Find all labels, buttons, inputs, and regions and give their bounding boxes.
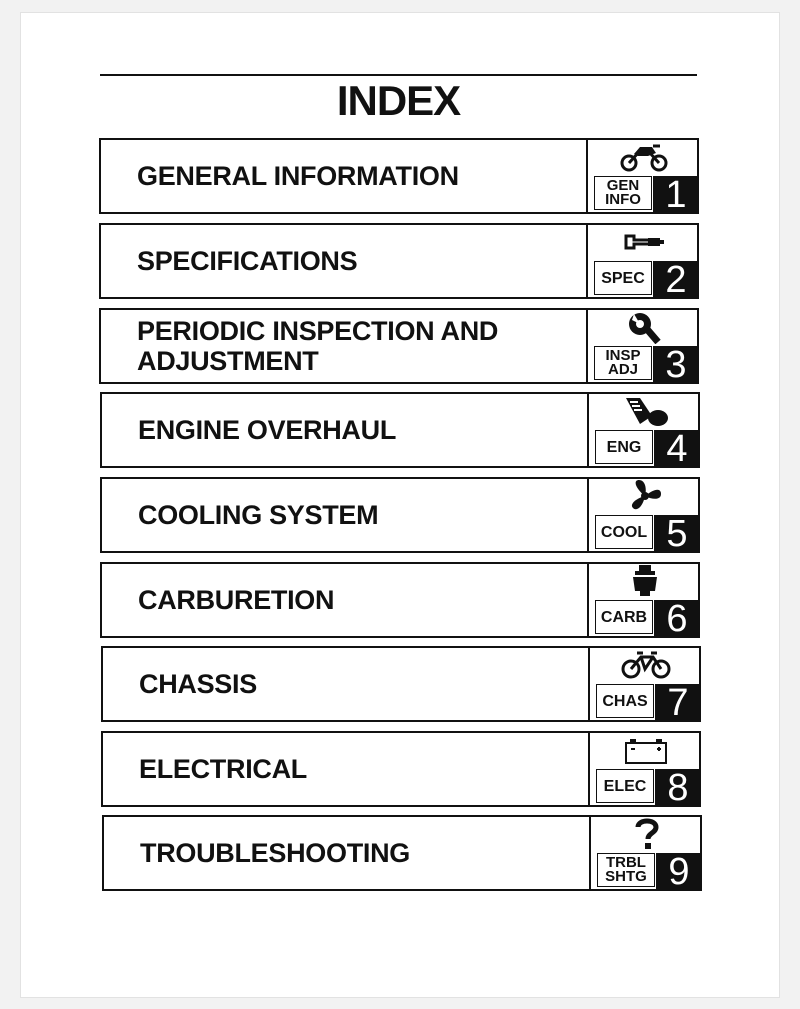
section-abbr: TRBL SHTG: [597, 853, 655, 887]
bicycle-icon: [590, 646, 701, 684]
wrench-icon: [588, 223, 699, 261]
section-carburetion[interactable]: [100, 562, 700, 638]
section-periodic-inspection[interactable]: [99, 308, 699, 384]
section-label: ENGINE OVERHAUL: [138, 415, 397, 445]
section-tab: [587, 392, 700, 468]
section-label: PERIODIC INSPECTION AND ADJUSTMENT: [137, 316, 499, 376]
section-label: ELECTRICAL: [139, 754, 307, 784]
battery-icon: [590, 731, 701, 769]
section-abbr: GEN INFO: [594, 176, 652, 210]
section-number: 4: [654, 430, 700, 468]
section-label: SPECIFICATIONS: [137, 246, 358, 276]
section-number: 6: [654, 600, 700, 638]
section-label: TROUBLESHOOTING: [140, 838, 410, 868]
section-electrical[interactable]: [101, 731, 701, 807]
section-engine-overhaul[interactable]: [100, 392, 700, 468]
section-troubleshooting[interactable]: [102, 815, 702, 891]
motorcycle-icon: [588, 138, 699, 176]
section-number: 2: [653, 261, 699, 299]
section-label: CARBURETION: [138, 585, 335, 615]
section-chassis[interactable]: [101, 646, 701, 722]
section-number: 3: [653, 346, 699, 384]
question-icon: [591, 815, 702, 853]
section-abbr: CARB: [595, 600, 653, 634]
section-abbr: INSP ADJ: [594, 346, 652, 380]
section-abbr: CHAS: [596, 684, 654, 718]
section-specifications[interactable]: [99, 223, 699, 299]
section-abbr: ENG: [595, 430, 653, 464]
section-tab: [586, 138, 699, 214]
fan-icon: [589, 477, 700, 515]
carburetor-icon: [589, 562, 700, 600]
tools-icon: [588, 308, 699, 346]
section-tab: [588, 731, 701, 807]
section-number: 9: [656, 853, 702, 891]
section-tab: [586, 223, 699, 299]
section-abbr: COOL: [595, 515, 653, 549]
section-number: 8: [655, 769, 701, 807]
engine-icon: [589, 392, 700, 430]
section-tab: [587, 562, 700, 638]
section-tab: [589, 815, 702, 891]
page-title: INDEX: [336, 77, 461, 124]
section-number: 7: [655, 684, 701, 722]
section-cooling-system[interactable]: [100, 477, 700, 553]
section-tab: [586, 308, 699, 384]
section-number: 1: [653, 176, 699, 214]
section-general-information[interactable]: [99, 138, 699, 214]
section-abbr: SPEC: [594, 261, 652, 295]
section-label: GENERAL INFORMATION: [137, 161, 459, 191]
section-label: COOLING SYSTEM: [138, 500, 379, 530]
section-tab: [587, 477, 700, 553]
section-abbr: ELEC: [596, 769, 654, 803]
section-tab: [588, 646, 701, 722]
section-label: CHASSIS: [139, 669, 257, 699]
section-number: 5: [654, 515, 700, 553]
